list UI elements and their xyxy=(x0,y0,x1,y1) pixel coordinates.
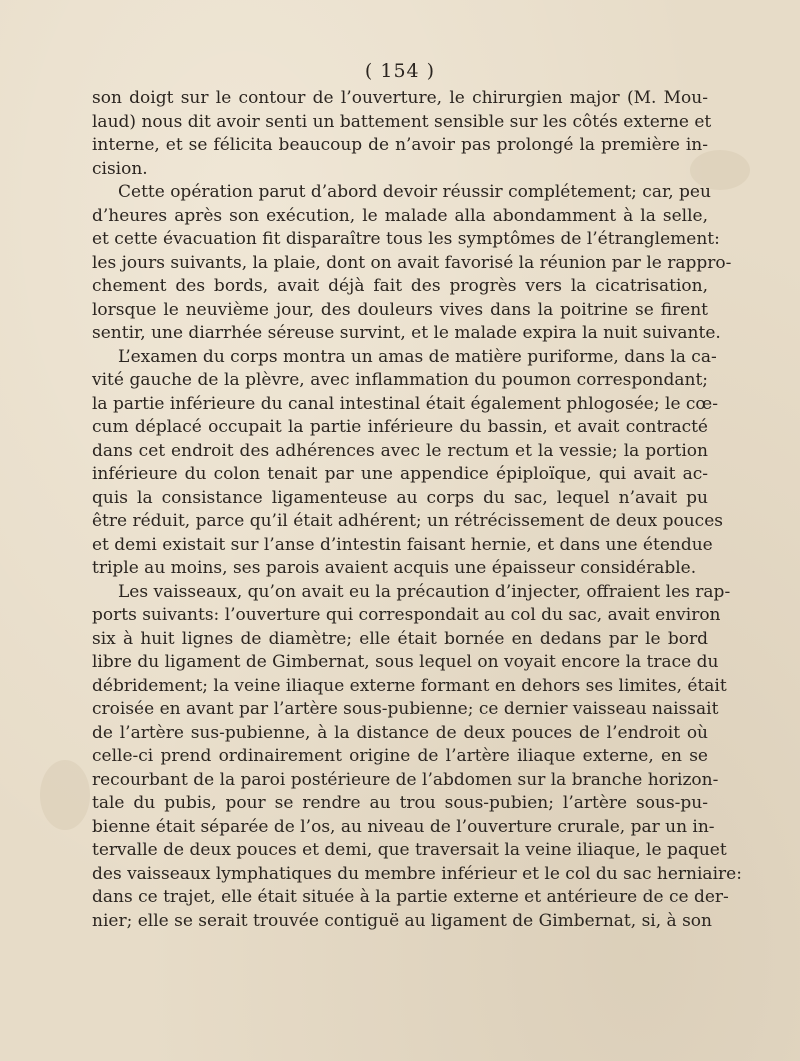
text-line: Cette opération parut d’abord devoir réussir complétement; car, peu xyxy=(118,182,711,202)
text-line: ports suivants: l’ouverture qui correspondait au col du sac, avait environ xyxy=(92,605,721,625)
text-line: triple au moins, ses parois avaient acquis une épaisseur considérable. xyxy=(92,558,697,578)
body-text xyxy=(92,87,742,933)
text-line: inférieure du colon tenait par une appendice épiploïque, qui avait ac- xyxy=(92,464,708,484)
text-line: bienne était séparée de l’os, au niveau de l’ouverture crurale, par un in- xyxy=(92,816,715,837)
text-line: interne, et se félicita beaucoup de n’avoir pas prolongé la première in- xyxy=(92,135,708,155)
text-line: celle-ci prend ordinairement origine de l’artère iliaque externe, en se xyxy=(92,746,708,766)
text-line: croisée en avant par l’artère sous-pubienne; ce dernier vaisseau naissait xyxy=(92,699,719,719)
text-line: dans ce trajet, elle était située à la partie externe et antérieure de ce der- xyxy=(92,887,729,907)
text-line: et cette évacuation fit disparaître tous les symptômes de l’étranglement: xyxy=(92,229,720,249)
text-line: lorsque le neuvième jour, des douleurs vives dans la poitrine se firent xyxy=(92,299,708,320)
text-line: laud) nous dit avoir senti un battement sensible sur les côtés externe et xyxy=(92,111,712,132)
text-line: des vaisseaux lymphatiques du membre inférieur et le col du sac herniaire: xyxy=(92,863,742,884)
text-line: et demi existait sur l’anse d’intestin faisant hernie, et dans une étendue xyxy=(92,534,713,555)
text-line: d’heures après son exécution, le malade alla abondamment à la selle, xyxy=(92,205,708,226)
text-line: sentir, une diarrhée séreuse survint, et le malade expira la nuit suivante. xyxy=(92,323,721,343)
text-line: six à huit lignes de diamètre; elle était bornée en dedans par le bord xyxy=(92,628,708,649)
text-line: tervalle de deux pouces et demi, que traversait la veine iliaque, le paquet xyxy=(92,840,727,860)
text-line: quis la consistance ligamenteuse au corps du sac, lequel n’avait pu xyxy=(92,487,708,508)
page-number: ( 154 ) xyxy=(364,60,436,82)
text-line: tale du pubis, pour se rendre au trou sous-pubien; l’artère sous-pu- xyxy=(92,793,708,813)
text-line: de l’artère sus-pubienne, à la distance de deux pouces de l’endroit où xyxy=(92,722,708,743)
text-line: Les vaisseaux, qu’on avait eu la précaution d’injecter, offraient les rap- xyxy=(118,581,731,602)
text-line: recourbant de la paroi postérieure de l’abdomen sur la branche horizon- xyxy=(92,769,719,790)
text-line: être réduit, parce qu’il était adhérent; un rétrécissement de deux pouces xyxy=(92,511,723,531)
text-line: cision. xyxy=(92,158,148,179)
text-line: L’examen du corps montra un amas de matière puriforme, dans la ca- xyxy=(118,346,717,367)
text-line: dans cet endroit des adhérences avec le rectum et la vessie; la portion xyxy=(92,440,708,461)
text-line: cum déplacé occupait la partie inférieure du bassin, et avait contracté xyxy=(92,417,708,437)
text-line: la partie inférieure du canal intestinal était également phlogosée; le cœ- xyxy=(92,393,718,414)
text-line: chement des bords, avait déjà fait des progrès vers la cicatrisation, xyxy=(92,276,708,296)
text-line: débridement; la veine iliaque externe formant en dehors ses limites, était xyxy=(92,675,727,696)
text-line: nier; elle se serait trouvée contiguë au ligament de Gimbernat, si, à son xyxy=(92,910,712,931)
paper-stain xyxy=(40,760,90,830)
text-line: les jours suivants, la plaie, dont on avait favorisé la réunion par le rappro- xyxy=(92,252,732,273)
text-line: son doigt sur le contour de l’ouverture, le chirurgien major (M. Mou- xyxy=(92,88,708,108)
text-line: vité gauche de la plèvre, avec inflammation du poumon correspondant; xyxy=(92,370,708,390)
text-line: libre du ligament de Gimbernat, sous lequel on voyait encore la trace du xyxy=(92,652,719,672)
